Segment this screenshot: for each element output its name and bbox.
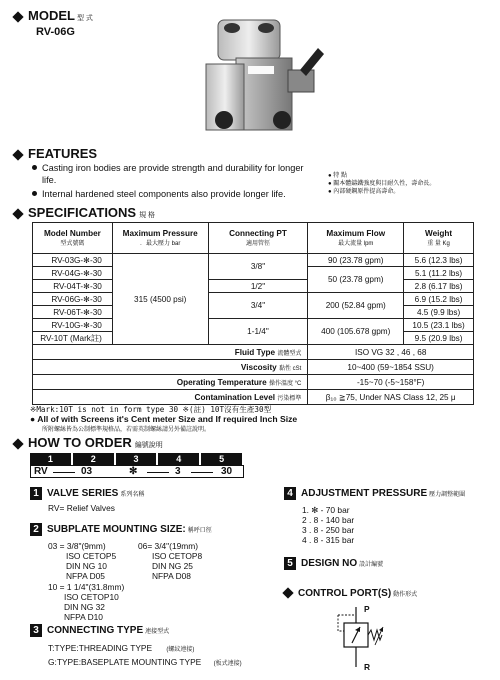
model-cell: RV-06G-✻-30 xyxy=(33,293,113,306)
order-position: 5 xyxy=(201,453,244,465)
order-position: 1 xyxy=(30,453,73,465)
weight-cell: 6.9 (15.2 lbs) xyxy=(404,293,474,306)
weight-cell: 5.6 (12.3 lbs) xyxy=(404,254,474,267)
feature-item: Casting iron bodies are provide strength and durability for longer life. xyxy=(32,162,312,186)
control-port-heading: CONTROL PORT(S) 動作形式 xyxy=(284,588,417,599)
model-number: RV-06G xyxy=(36,26,75,38)
model-cell: RV-04T-✻-30 xyxy=(33,280,113,293)
valve-series-section: 1 VALVE SERIES 系列名稱 RV= Relief Valves xyxy=(30,487,144,513)
connecting-type-items: T:TYPE:THREADING TYPE (螺紋連接) G:TYPE:BASEPLATE MOUNTING TYPE (板式連接) xyxy=(48,643,242,667)
features-list xyxy=(32,162,312,202)
model-cell: RV-03G-✻-30 xyxy=(33,254,113,267)
features-heading: FEATURES xyxy=(14,146,97,161)
port-p-label: P xyxy=(364,604,370,614)
subplate-size-section: 2 SUBPLATE MOUNTING SIZE: 稱呼口徑 xyxy=(30,523,212,536)
order-code-value: 3 xyxy=(175,466,181,477)
diamond-bullet-icon xyxy=(12,11,23,22)
relief-valve-photo xyxy=(196,8,326,143)
feature-item: Internal hardened steel components also provide longer life. xyxy=(32,188,312,200)
prop-value: -15~70 (-5~158°F) xyxy=(308,375,474,390)
order-dash xyxy=(147,472,169,473)
flow-cell: 90 (23.78 gpm) xyxy=(308,254,404,267)
size-03-block: 03 = 3/8"(9mm) ISO CETOP5 DIN NG 10 NFPA D05 xyxy=(48,541,117,581)
col-header-weight: Weight 重 量 Kg xyxy=(404,223,474,254)
pressure-cell: 315 (4500 psi) xyxy=(112,254,208,345)
connecting-type-section: 3 CONNECTING TYPE 連接型式 xyxy=(30,624,169,637)
specifications-heading: SPECIFICATIONS 規 格 xyxy=(14,205,155,220)
prop-value: β₁₀ ≧75, Under NAS Class 12, 25 μ xyxy=(308,390,474,405)
prop-value: 10~400 (59~1854 SSU) xyxy=(308,360,474,375)
col-header-pressure: Maximum Pressure ．最大壓力 bar xyxy=(112,223,208,254)
how-to-order-heading: HOW TO ORDER 編號說明 xyxy=(14,435,163,450)
order-dash xyxy=(53,472,75,473)
order-code-value: RV xyxy=(34,466,48,477)
diamond-bullet-icon xyxy=(282,588,293,599)
col-header-connect: Connecting PT 適用管徑 xyxy=(208,223,308,254)
diamond-bullet-icon xyxy=(12,149,23,160)
order-code-value: ✻ xyxy=(129,466,138,477)
model-cell: RV-10T (Mark註) xyxy=(33,332,113,345)
table-row xyxy=(33,280,474,293)
prop-label: Viscosity 黏性 cSt xyxy=(33,360,308,375)
connect-cell: 1-1/4" xyxy=(208,319,308,345)
prop-label: Operating Temperature 操作溫度 °C xyxy=(33,375,308,390)
table-row xyxy=(33,293,474,306)
prop-label: Fluid Type 流體型式 xyxy=(33,345,308,360)
connect-cell: 1/2" xyxy=(208,280,308,293)
diamond-bullet-icon xyxy=(12,438,23,449)
model-cell: RV-04G-✻-30 xyxy=(33,267,113,280)
weight-cell: 4.5 (9.9 lbs) xyxy=(404,306,474,319)
prop-row xyxy=(33,345,474,360)
order-code-value: 30 xyxy=(221,466,233,477)
flow-cell: 200 (52.84 gpm) xyxy=(308,293,404,319)
col-header-flow: Maximum Flow 最大流量 lpm xyxy=(308,223,404,254)
size-06-block: 06= 3/4"(19mm) ISO CETOP8 DIN NG 25 NFPA D08 xyxy=(138,541,203,581)
design-no-section: 5 DESIGN NO 設計編號 xyxy=(284,557,383,570)
order-code-value: 03 xyxy=(81,466,93,477)
order-position-row xyxy=(30,453,244,465)
model-heading: MODEL 型 式 xyxy=(14,8,93,23)
weight-cell: 10.5 (23.1 lbs) xyxy=(404,319,474,332)
weight-cell: 5.1 (11.2 lbs) xyxy=(404,267,474,280)
col-header-model: Model Number 型式號碼 xyxy=(33,223,113,254)
table-row xyxy=(33,319,474,332)
flow-cell: 50 (23.78 gpm) xyxy=(308,267,404,293)
prop-label: Contamination Level 污染標準 xyxy=(33,390,308,405)
size-10-block: 10 = 1 1/4"(31.8mm) ISO CETOP10 DIN NG 32 NFPA D10 xyxy=(48,582,125,622)
adjustment-pressure-section: 4 ADJUSTMENT PRESSURE 壓力調整範圍 xyxy=(284,487,465,500)
prop-row xyxy=(33,375,474,390)
connect-cell: 3/8" xyxy=(208,254,308,280)
model-cell: RV-06T-✻-30 xyxy=(33,306,113,319)
spec-header-row xyxy=(33,223,474,254)
order-code-row xyxy=(30,465,244,478)
order-dash xyxy=(191,472,213,473)
diamond-bullet-icon xyxy=(12,208,23,219)
table-row xyxy=(33,254,474,267)
connect-cell: 3/4" xyxy=(208,293,308,319)
prop-value: ISO VG 32 , 46 , 68 xyxy=(308,345,474,360)
order-position: 4 xyxy=(158,453,201,465)
prop-row xyxy=(33,360,474,375)
note-screens: ● All of with Screens it's Cent meter Size and If required Inch Size xyxy=(30,414,298,424)
weight-cell: 2.8 (6.17 lbs) xyxy=(404,280,474,293)
port-r-label: R xyxy=(364,662,371,672)
weight-cell: 9.5 (20.9 lbs) xyxy=(404,332,474,345)
note-mark: ※Mark:10T is not in form type 30 ※(註) 10T沒有生產30型 xyxy=(30,405,272,414)
flow-cell: 400 (105.678 gpm) xyxy=(308,319,404,345)
prop-row xyxy=(33,390,474,405)
adjustment-pressure-items: 1. ✻ - 70 bar 2 . 8 - 140 bar 3 . 8 - 250 bar 4 . 8 - 315 bar xyxy=(302,505,355,545)
model-cell: RV-10G-✻-30 xyxy=(33,319,113,332)
note-screens-cn: 所附螺絲皆為公制標準規格品，若需英制螺絲請另外備註說明。 xyxy=(42,427,211,433)
order-position: 3 xyxy=(116,453,159,465)
features-cn: ● 特 點 ● 關本體鑄鐵強度與目耐久性，壽命長。 ● 內部硬鋼原件提高壽命。 xyxy=(328,173,436,195)
order-position: 2 xyxy=(73,453,116,465)
specifications-table xyxy=(32,222,474,405)
